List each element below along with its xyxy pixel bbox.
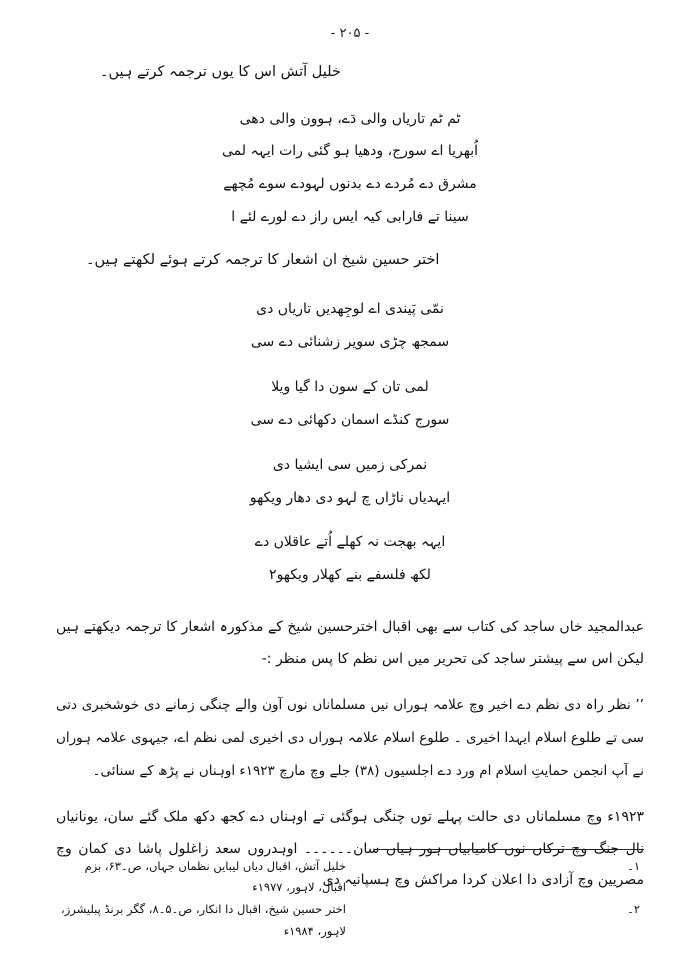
page-number: - ۲۰۵ -: [330, 26, 370, 41]
verse-line: سورج کنڈے اسمان دکھائی دے سی: [250, 411, 450, 428]
body-paragraph-1: عبدالمجید خاں ساجد کی کتاب سے بھی اقبال اخترحسین شیخ کے مذکورہ اشعار کا ترجمہ دیکھتے ہیں لیکن اس سے پیشتر ساجد کی تحریر میں اس نظم کا پس منظر :-: [56, 619, 644, 667]
verse-line: ٹم ٹم تاریاں والی دَے، ہوون والی دھی: [239, 110, 461, 127]
footnote-item: [56, 899, 644, 943]
spacer: [56, 604, 644, 612]
body-paragraph-2: ۱۹۲۳ء وچ مسلماناں دی حالت پہلے توں چنگی ہوگئی تے اوہناں دے کجھ دکھ ملک گئے سان، یونانیاں نال جنگ وچ ترکاں نوں کامیابیاں ہور ہیاں سان۔۔۔۔۔۔ اوہدروں سعد زاغلول پاشا دی کمان وچ مصریین وچ آزادی دا اعلان کردا مراکش وچ ہسپانیہ دی: [56, 809, 644, 889]
footnote-number: ۲۔: [627, 902, 640, 917]
footnote-divider: [374, 849, 644, 850]
verse-line: مشرق دے مُردے دے بدنوں لہودے سوے مُچھے: [223, 176, 477, 193]
quoted-paragraph: ’’ نظر راہ دی نظم دے اخیر وچ علامہ ہوراں نیں مسلماناں نوں آون والے چنگی زمانے دی خوشخبری دتی سی تے طلوع اسلام ایہدا اخیری ۔ طلوع اسلام علامہ ہوراں دی اخیری لمی نظم اے، جیہوی علامہ ہوراں نے آپ انجمن حمایتِ اسلام ام ورد دے اجلسیوں (۳۸) جلے وچ مارچ ۱۹۲۳ء اوہناں نے پڑھ کے سنائی۔: [56, 697, 644, 780]
verse-block-2: [56, 293, 644, 359]
verse-block-5: [56, 526, 644, 592]
footnote-text: خلیل آتش، اقبال دیاں لیبایں نظماں جہاں، ص۔۶۳، بزم اقبال، لاہور، ۱۹۷۷ء: [84, 858, 346, 895]
verse-block-3: [56, 371, 644, 437]
footnote-text: اختر حسین شیخ، اقبال دا انکار، ص۔۵۔۸، گگر برنڈ پبلیشرز، لاہور، ۱۹۸۴ء: [61, 902, 346, 939]
footnotes-section: [56, 849, 644, 943]
verse-block-1: [56, 103, 644, 235]
footnote-item: [56, 856, 644, 900]
footnote-number: ۱۔: [627, 858, 640, 873]
verse-line: سمجھ چڑی سویر زشنائی دے سی: [250, 334, 450, 350]
verse-line: ایہہ بھجت نہ کھلے اُتے عاقلاں دے: [254, 534, 446, 551]
verse-line: ایہدیاں ناڑاں چ لہو دی دھار ویکھو: [249, 489, 451, 506]
verse-line: نمّی پَیندی اے لوجِھدیں تاریاں دی: [256, 301, 444, 318]
mid-note: اختر حسین شیخ ان اشعار کا ترجمہ کرتے ہوئے لکھتے ہیں۔: [86, 252, 440, 269]
intro-line: خلیل آتش اس کا یوں ترجمہ کرتے ہیں۔: [100, 64, 341, 80]
verse-line: لمی تان کے سون دا گیا ویلا: [271, 378, 429, 395]
verse-line: سینا تے فارابی کیہ ایس راز دے لورے لئے ا: [231, 209, 469, 226]
verse-block-4: [56, 449, 644, 515]
verse-line: نمرکی زمیں سی ایشیا دی: [272, 456, 428, 473]
verse-line: اُبھریا اے سورج، ودھیا ہو گئی رات ایہہ لمی: [221, 143, 478, 160]
verse-line: لکھ فلسفے بنے کھلار ویکھو٢: [269, 567, 431, 584]
